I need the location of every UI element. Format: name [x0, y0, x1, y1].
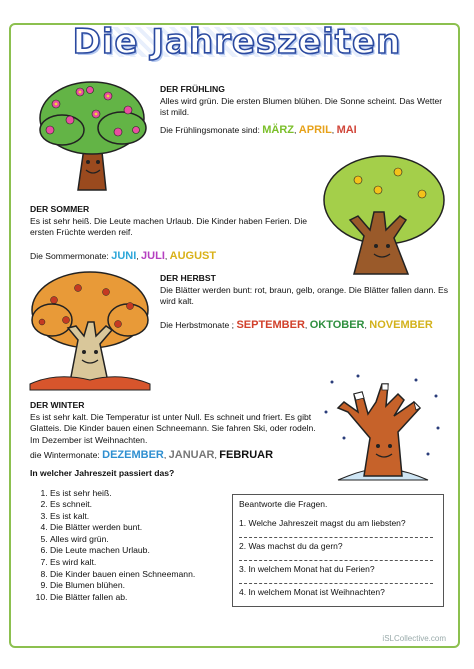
spring-tree-icon — [32, 70, 154, 195]
list-item: 10. Die Blätter fallen ab. — [50, 592, 230, 604]
list-item: 6. Die Leute machen Urlaub. — [50, 545, 230, 557]
list-item: 8. Die Kinder bauen einen Schneemann. — [50, 569, 230, 581]
question-4: 4. In welchem Monat ist Weihnachten? — [239, 587, 385, 597]
winter-tree-icon — [318, 372, 446, 484]
autumn-months: Die Herbstmonate ; SEPTEMBER, OKTOBER, NOVEMBER — [160, 318, 433, 331]
winter-months: die Wintermonate: DEZEMBER, JANUAR, FEBRUAR — [30, 449, 274, 461]
spring-months: Die Frühlingsmonate sind: MÄRZ, APRIL, MAI — [160, 123, 357, 136]
winter-months-label: die Wintermonate: — [30, 450, 100, 460]
winter-heading: DER WINTER — [30, 400, 85, 410]
list-item: 2. Es schneit. — [50, 499, 230, 511]
question-2: 2. Was machst du da gern? — [239, 541, 343, 551]
list-item: 9. Die Blumen blühen. — [50, 580, 230, 592]
list-item: 4. Die Blätter werden bunt. — [50, 522, 230, 534]
answer-line-1[interactable] — [239, 528, 433, 538]
winter-text: Es ist sehr kalt. Die Temperatur ist unter Null. Es schneit und friert. Es gibt Glatteis. Die Kinder bauen einen Schneemann. Sie fahren Ski, oder rodeln. Im Dezember ist Weihnachten. — [30, 411, 316, 445]
summer-text: Es ist sehr heiß. Die Leute machen Urlaub. Die Kinder haben Ferien. Die ersten Früchte werden reif. — [30, 215, 308, 237]
autumn-months-label: Die Herbstmonate ; — [160, 319, 235, 330]
summer-section — [30, 204, 320, 262]
month-april: APRIL — [298, 123, 332, 136]
list-item: 7. Es wird kalt. — [50, 557, 230, 569]
footer-watermark: iSLCollective.com — [382, 634, 446, 643]
summer-months: Die Sommermonate: JUNI, JULI, AUGUST — [30, 249, 217, 262]
autumn-section — [160, 273, 450, 331]
spring-months-label: Die Frühlingsmonate sind: — [160, 124, 260, 135]
autumn-heading: DER HERBST — [160, 273, 216, 283]
spring-section — [160, 84, 450, 136]
month-januar: JANUAR — [168, 449, 215, 461]
month-juni: JUNI — [111, 249, 137, 262]
exercise-one-question: In welcher Jahreszeit passiert das? — [30, 468, 175, 478]
page-title: Die Jahreszeiten — [72, 22, 402, 62]
month-maerz: MÄRZ — [262, 123, 295, 136]
autumn-tree-icon — [26, 264, 154, 392]
exercise-one — [30, 468, 230, 603]
answer-line-3[interactable] — [239, 574, 433, 584]
month-juli: JULI — [141, 249, 165, 262]
exercise-two-box — [232, 494, 444, 607]
list-item: 3. Es ist kalt. — [50, 511, 230, 523]
exercise-two-heading: Beantworte die Fragen. — [239, 499, 328, 509]
summer-months-label: Die Sommermonate: — [30, 250, 109, 261]
summer-tree-icon — [318, 150, 446, 278]
answer-line-4[interactable] — [239, 597, 433, 607]
winter-section — [30, 400, 320, 462]
month-november: NOVEMBER — [369, 318, 433, 331]
month-september: SEPTEMBER — [236, 318, 305, 331]
spring-text: Alles wird grün. Die ersten Blumen blühen. Die Sonne scheint. Das Wetter ist mild. — [160, 95, 443, 117]
answer-line-2[interactable] — [239, 551, 433, 561]
question-3: 3. In welchem Monat hat du Ferien? — [239, 564, 375, 574]
list-item: 1. Es ist sehr heiß. — [50, 488, 230, 500]
autumn-text: Die Blätter werden bunt: rot, braun, gelb, orange. Die Blätter fallen dann. Es wird kalt. — [160, 284, 449, 306]
exercise-one-list — [30, 488, 230, 604]
month-dezember: DEZEMBER — [102, 449, 164, 461]
month-august: AUGUST — [169, 249, 217, 262]
question-1: 1. Welche Jahreszeit magst du am liebsten? — [239, 518, 406, 528]
summer-heading: DER SOMMER — [30, 204, 90, 214]
month-mai: MAI — [336, 123, 357, 136]
spring-heading: DER FRÜHLING — [160, 84, 225, 94]
list-item: 5. Alles wird grün. — [50, 534, 230, 546]
month-februar: FEBRUAR — [219, 449, 274, 461]
month-oktober: OKTOBER — [309, 318, 365, 331]
